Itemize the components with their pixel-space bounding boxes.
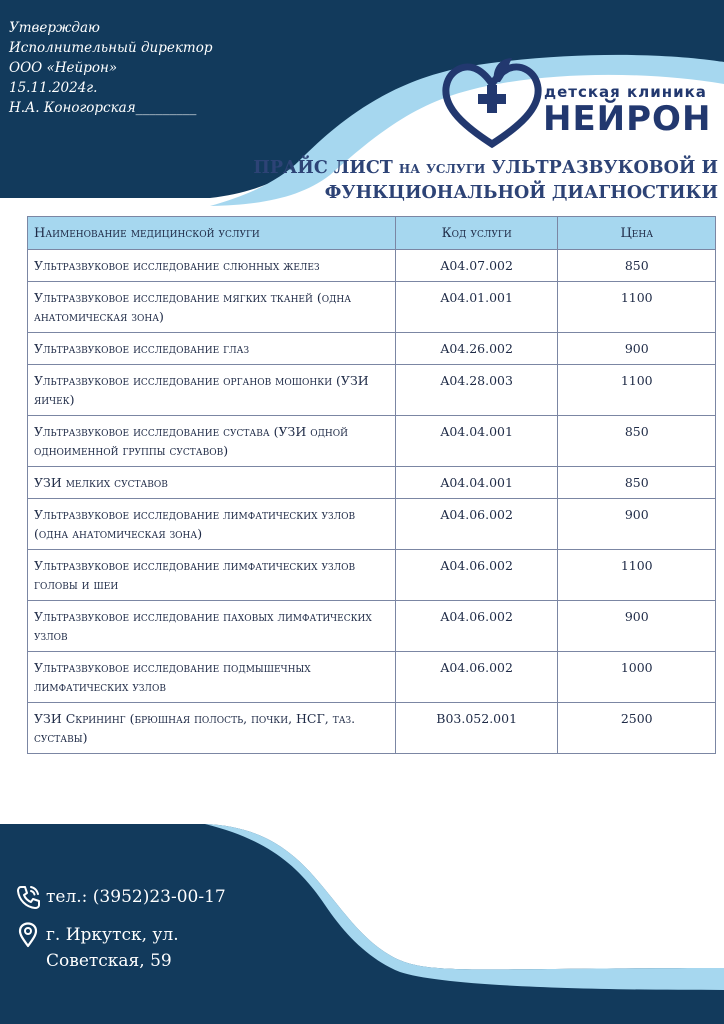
approval-line: ООО «Нейрон» bbox=[9, 60, 118, 76]
table-row bbox=[28, 652, 716, 703]
title-line: ПРАЙС ЛИСТ на услуги УЛЬТРАЗВУКОВОЙ И bbox=[253, 158, 718, 178]
header-service-code: Код услуги bbox=[395, 217, 558, 250]
service-name: Ультразвуковое исследование органов мошонки (УЗИ яичек) bbox=[28, 365, 396, 416]
service-price: 1100 bbox=[558, 550, 716, 601]
service-code: A04.06.002 bbox=[395, 652, 558, 703]
price-table bbox=[27, 216, 716, 754]
table-row bbox=[28, 250, 716, 282]
location-pin-icon bbox=[16, 922, 40, 948]
service-price: 1100 bbox=[558, 365, 716, 416]
table-row bbox=[28, 333, 716, 365]
service-code: A04.06.002 bbox=[395, 550, 558, 601]
approval-line: Н.А. Коногорская_________ bbox=[9, 100, 197, 116]
table-row bbox=[28, 601, 716, 652]
service-price: 1100 bbox=[558, 282, 716, 333]
table-row bbox=[28, 703, 716, 754]
service-code: A04.07.002 bbox=[395, 250, 558, 282]
service-name: Ультразвуковое исследование паховых лимфатических узлов bbox=[28, 601, 396, 652]
service-code: A04.26.002 bbox=[395, 333, 558, 365]
table-row bbox=[28, 365, 716, 416]
logo-name: НЕЙРОН bbox=[543, 99, 712, 139]
approval-line: 15.11.2024г. bbox=[9, 80, 98, 96]
service-name: Ультразвуковое исследование мягких тканей (одна анатомическая зона) bbox=[28, 282, 396, 333]
contacts-block bbox=[16, 884, 226, 986]
service-name: Ультразвуковое исследование лимфатических узлов (одна анатомическая зона) bbox=[28, 499, 396, 550]
logo-subtitle: детская клиника bbox=[544, 83, 707, 101]
phone-icon bbox=[16, 884, 40, 910]
service-name: Ультразвуковое исследование сустава (УЗИ одной одноименной группы суставов) bbox=[28, 416, 396, 467]
phone-row bbox=[16, 884, 226, 910]
service-price: 2500 bbox=[558, 703, 716, 754]
service-price: 900 bbox=[558, 499, 716, 550]
approval-line: Исполнительный директор bbox=[9, 40, 213, 56]
service-code: A04.06.002 bbox=[395, 601, 558, 652]
approval-stamp bbox=[9, 18, 212, 118]
address-line: Советская, 59 bbox=[46, 951, 172, 971]
table-row bbox=[28, 550, 716, 601]
service-code: A04.04.001 bbox=[395, 416, 558, 467]
service-code: B03.052.001 bbox=[395, 703, 558, 754]
phone-text: тел.: (3952)23-00-17 bbox=[46, 887, 226, 907]
address-row bbox=[16, 922, 226, 974]
service-price: 900 bbox=[558, 333, 716, 365]
table-header-row bbox=[28, 217, 716, 250]
header-price: Цена bbox=[558, 217, 716, 250]
service-code: A04.04.001 bbox=[395, 467, 558, 499]
table-row bbox=[28, 416, 716, 467]
address-text bbox=[46, 922, 179, 974]
service-price: 850 bbox=[558, 250, 716, 282]
service-code: A04.28.003 bbox=[395, 365, 558, 416]
service-price: 850 bbox=[558, 467, 716, 499]
page-title bbox=[253, 156, 718, 206]
service-name: Ультразвуковое исследование подмышечных лимфатических узлов bbox=[28, 652, 396, 703]
table-row bbox=[28, 282, 716, 333]
service-price: 850 bbox=[558, 416, 716, 467]
service-code: A04.01.001 bbox=[395, 282, 558, 333]
service-name: Ультразвуковое исследование слюнных желез bbox=[28, 250, 396, 282]
service-code: A04.06.002 bbox=[395, 499, 558, 550]
service-name: Ультразвуковое исследование глаз bbox=[28, 333, 396, 365]
service-price: 900 bbox=[558, 601, 716, 652]
table-row bbox=[28, 499, 716, 550]
header-service-name: Наименование медицинской услуги bbox=[28, 217, 396, 250]
title-line: ФУНКЦИОНАЛЬНОЙ ДИАГНОСТИКИ bbox=[324, 183, 718, 203]
service-price: 1000 bbox=[558, 652, 716, 703]
service-name: УЗИ Скрининг (брюшная полость, почки, НСГ, таз. суставы) bbox=[28, 703, 396, 754]
address-line: г. Иркутск, ул. bbox=[46, 925, 179, 945]
approval-line: Утверждаю bbox=[9, 20, 100, 36]
service-name: УЗИ мелких суставов bbox=[28, 467, 396, 499]
table-row bbox=[28, 467, 716, 499]
service-name: Ультразвуковое исследование лимфатических узлов головы и шеи bbox=[28, 550, 396, 601]
